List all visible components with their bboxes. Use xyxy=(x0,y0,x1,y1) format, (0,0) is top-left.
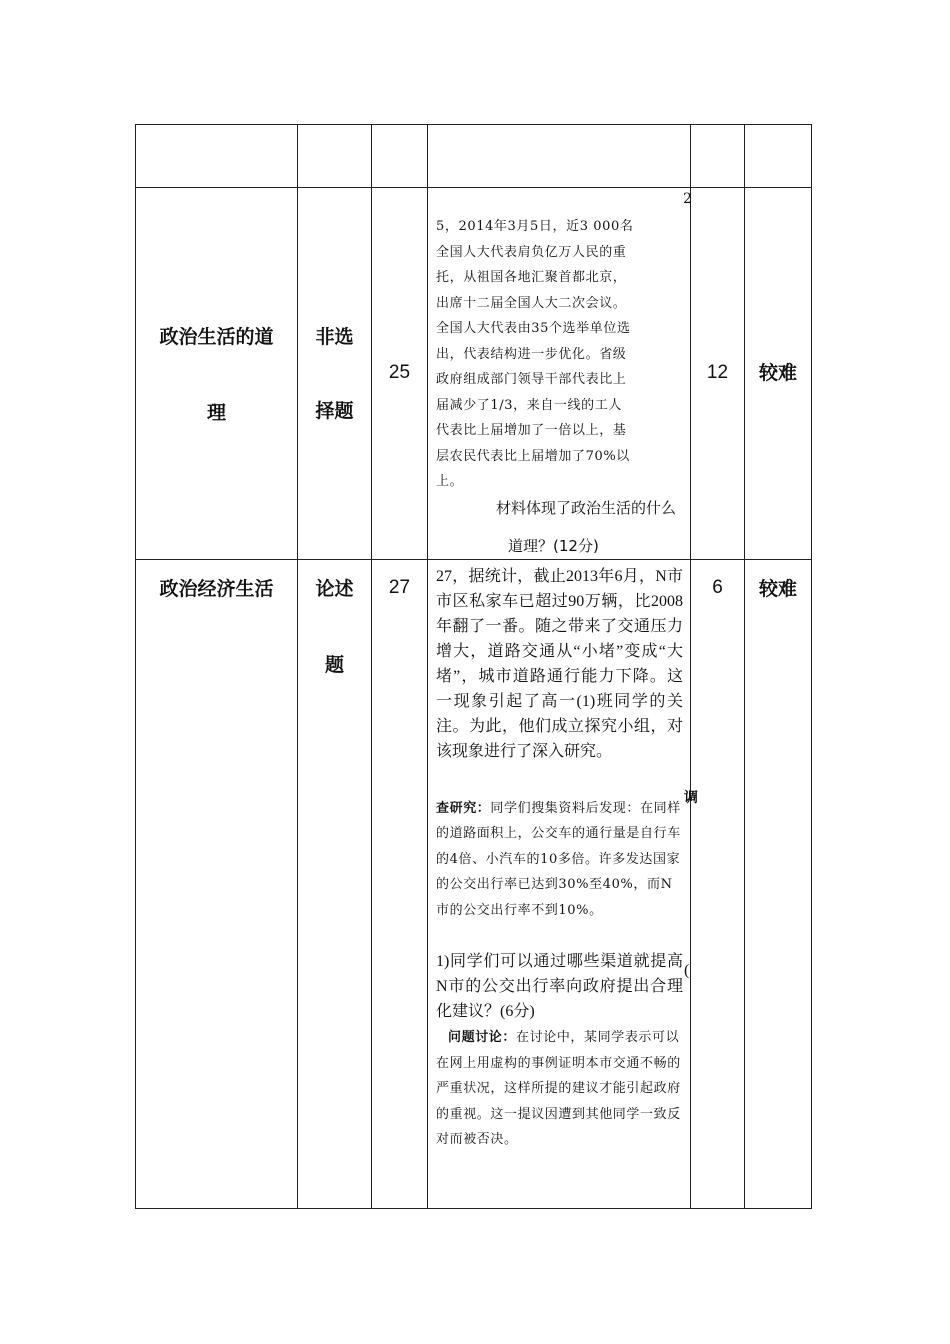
material-para-1: 27，据统计，截止2013年6月，N市市区私家车已超过90万辆，比2008年翻了一番。随之带来了交通压力增大，道路交通从“小堵”变成“大堵”，城市道路通行能力下降。这一现象引起了高一(1)班同学的关注。为此，他们成立探究小组，对该现象进行了深入研究。 xyxy=(436,567,683,760)
difficulty-text: 较难 xyxy=(758,362,797,385)
type-text: 非选 择题 xyxy=(315,326,354,423)
research-text: 同学们搜集资料后发现：在同样的道路面积上，公交车的通行量是自行车的4倍、小汽车的10多倍。许多发达国家的公交出行率已达到30%至40%，而N市的公交出行率不到10%。 xyxy=(436,800,681,918)
overflow-digit: 2 xyxy=(683,191,692,207)
qno-cell xyxy=(372,188,428,560)
score-text: 6 xyxy=(712,576,723,598)
difficulty-text: 较难 xyxy=(758,577,797,600)
empty-cell xyxy=(136,125,298,188)
topic-cell xyxy=(136,188,298,560)
research-para xyxy=(428,796,690,924)
empty-cell xyxy=(745,125,812,188)
table-row xyxy=(136,188,812,560)
qno-text: 27 xyxy=(388,576,411,598)
material-text: 5，2014年3月5日，近3 000名 全国人大代表肩负亿万人民的重 托，从祖国各地汇聚首都北京， 出席十二届全国人大二次会议。 全国人大代表由35个选举单位选 出，代表结构进一步优化。省级 政府组成部门领导干部代表比上 届减少了1/3，来自一线的工人 代表比上届增加了一倍以上，基 层农民代表比上届增加了70%以 上。 xyxy=(436,219,634,489)
difficulty-cell xyxy=(745,188,812,560)
score-cell xyxy=(691,188,745,560)
empty-cell xyxy=(428,125,691,188)
overflow-char-1: 调 xyxy=(684,789,698,806)
table-row xyxy=(136,125,812,188)
type-cell xyxy=(298,188,372,560)
topic-cell xyxy=(136,559,298,1208)
type-text: 论述 题 xyxy=(315,577,354,676)
empty-cell xyxy=(298,125,372,188)
research-label: 查研究： xyxy=(436,800,491,816)
material-cell xyxy=(428,188,691,560)
question-1: 1)同学们可以通过哪些渠道就提高N市的公交出行率向政府提出合理化建议？(6分) xyxy=(436,953,683,1020)
type-cell xyxy=(298,559,372,1208)
question-line-2: 道理？(12分) xyxy=(508,536,599,555)
discussion-text: 在讨论中，某同学表示可以在网上用虚构的事例证明本市交通不畅的严重状况，这样所提的建议才能引起政府的重视。这一提议因遭到其他同学一致反对而被否决。 xyxy=(436,1030,681,1147)
empty-cell xyxy=(372,125,428,188)
score-text: 12 xyxy=(706,362,729,384)
overflow-char-2: ( xyxy=(684,961,690,979)
difficulty-cell xyxy=(745,559,812,1208)
discussion-para xyxy=(428,1025,690,1153)
qno-text: 25 xyxy=(388,362,411,384)
question-table xyxy=(135,124,812,1209)
empty-cell xyxy=(691,125,745,188)
table-row xyxy=(136,559,812,1208)
material-cell xyxy=(428,559,698,1208)
score-cell xyxy=(691,559,745,1208)
question-line-1: 材料体现了政治生活的什么 xyxy=(495,498,676,517)
topic-text: 政治生活的道 理 xyxy=(159,326,274,425)
topic-text: 政治经济生活 xyxy=(159,577,274,600)
discussion-label: 问题讨论： xyxy=(448,1030,517,1045)
qno-cell xyxy=(372,559,428,1208)
